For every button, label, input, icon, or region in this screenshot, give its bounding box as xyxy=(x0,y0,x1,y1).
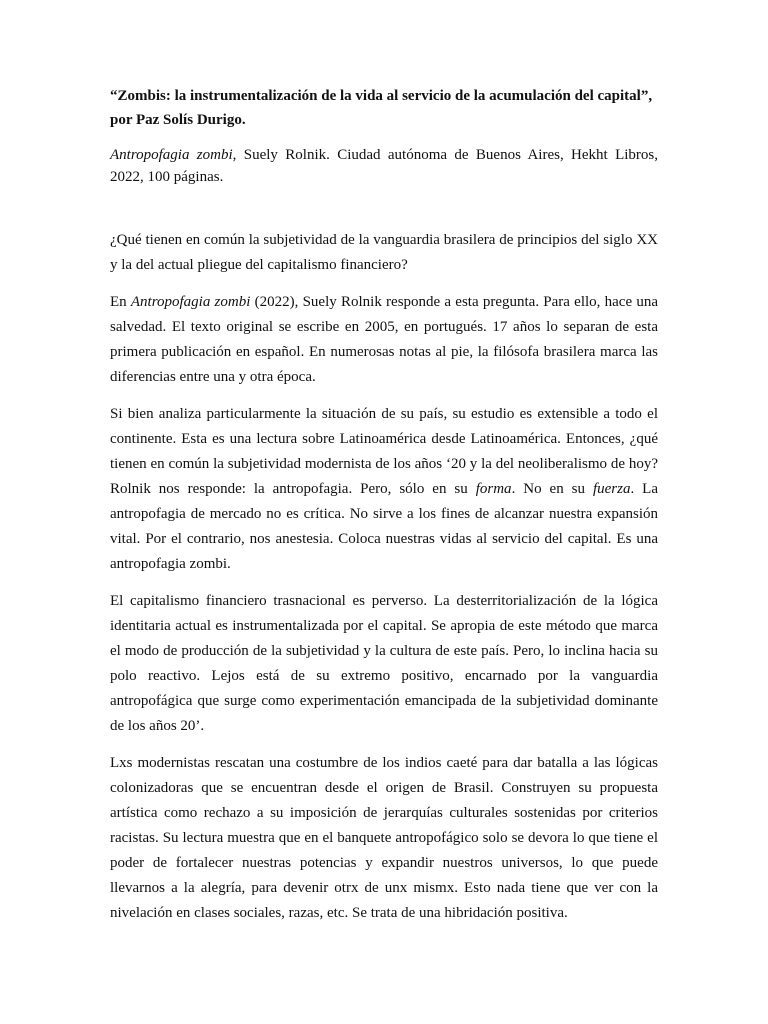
paragraph-3-forma: forma xyxy=(475,481,512,497)
paragraph-2-lead: En xyxy=(110,294,131,310)
paragraph-5: Lxs modernistas rescatan una costumbre de los indios caeté para dar batalla a las lógicas colonizadoras que se encuentran desde el origen de Brasil. Construyen su propuesta artística como rechazo a su imposición de jerarquías culturales sostenidas por criterios racistas. Su lectura muestra que en el banquete antropofágico solo se devora lo que tiene el poder de fortalecer nuestras potencias y expandir nuestros universos, lo que puede llevarnos a la alegría, para devenir otrx de unx mismx. Esto nada tiene que ver con la nivelación en clases sociales, razas, etc. Se trata de una hibridación positiva. xyxy=(110,755,658,921)
paragraph-3-part-3: . La antropofagia de mercado no es crítica. No sirve a los fines de alcanzar nuestra expansión vital. Por el contrario, nos anestesia. Coloca nuestras vidas al servicio del capital. Es una antropofagia zombi. xyxy=(110,481,658,572)
book-reference xyxy=(110,144,658,188)
paragraph-2-text: (2022), Suely Rolnik responde a esta pregunta. Para ello, hace una salvedad. El texto original se escribe en 2005, en portugués. 17 años lo separan de esta primera publicación en español. En numerosas notas al pie, la filósofa brasilera marca las diferencias entre una y otra época. xyxy=(110,294,658,385)
paragraph-3-fuerza: fuerza xyxy=(592,481,631,497)
document-page xyxy=(110,84,658,938)
paragraph-3-part-1: Si bien analiza particularmente la situación de su país, su estudio es extensible a todo el continente. Esta es una lectura sobre Latinoamérica desde Latinoamérica. Entonces, ¿qué tienen en común la subjetividad modernista de los años ‘20 y la del neoliberalismo de hoy? Rolnik nos responde: la antropofagia. Pero, sólo en su xyxy=(110,406,658,497)
article-title xyxy=(110,84,658,132)
title-line-2: por Paz Solís Durigo. xyxy=(110,112,246,128)
article-body xyxy=(110,228,658,926)
book-details: , Suely Rolnik. Ciudad autónoma de Buenos Aires, Hekht Libros, 2022, 100 páginas. xyxy=(110,147,658,185)
paragraph-2 xyxy=(110,290,658,390)
paragraph-3-part-2: . No en su xyxy=(511,481,593,497)
paragraph-1: ¿Qué tienen en común la subjetividad de la vanguardia brasilera de principios del siglo XX y la del actual pliegue del capitalismo financiero? xyxy=(110,232,658,273)
paragraph-4: El capitalismo financiero trasnacional es perverso. La desterritorialización de la lógica identitaria actual es instrumentalizada por el capital. Se apropia de este método que marca el modo de producción de la subjetividad y la cultura de este país. Pero, lo inclina hacia su polo reactivo. Lejos está de su extremo positivo, encarnado por la vanguardia antropofágica que surge como experimentación emancipada de la subjetividad dominante de los años 20’. xyxy=(110,593,658,734)
title-line-1: “Zombis: la instrumentalización de la vida al servicio de la acumulación del capital”, xyxy=(110,88,653,104)
paragraph-2-book-title: Antropofagia zombi xyxy=(130,294,251,310)
paragraph-3 xyxy=(110,402,658,577)
book-title: Antropofagia zombi xyxy=(110,147,233,163)
